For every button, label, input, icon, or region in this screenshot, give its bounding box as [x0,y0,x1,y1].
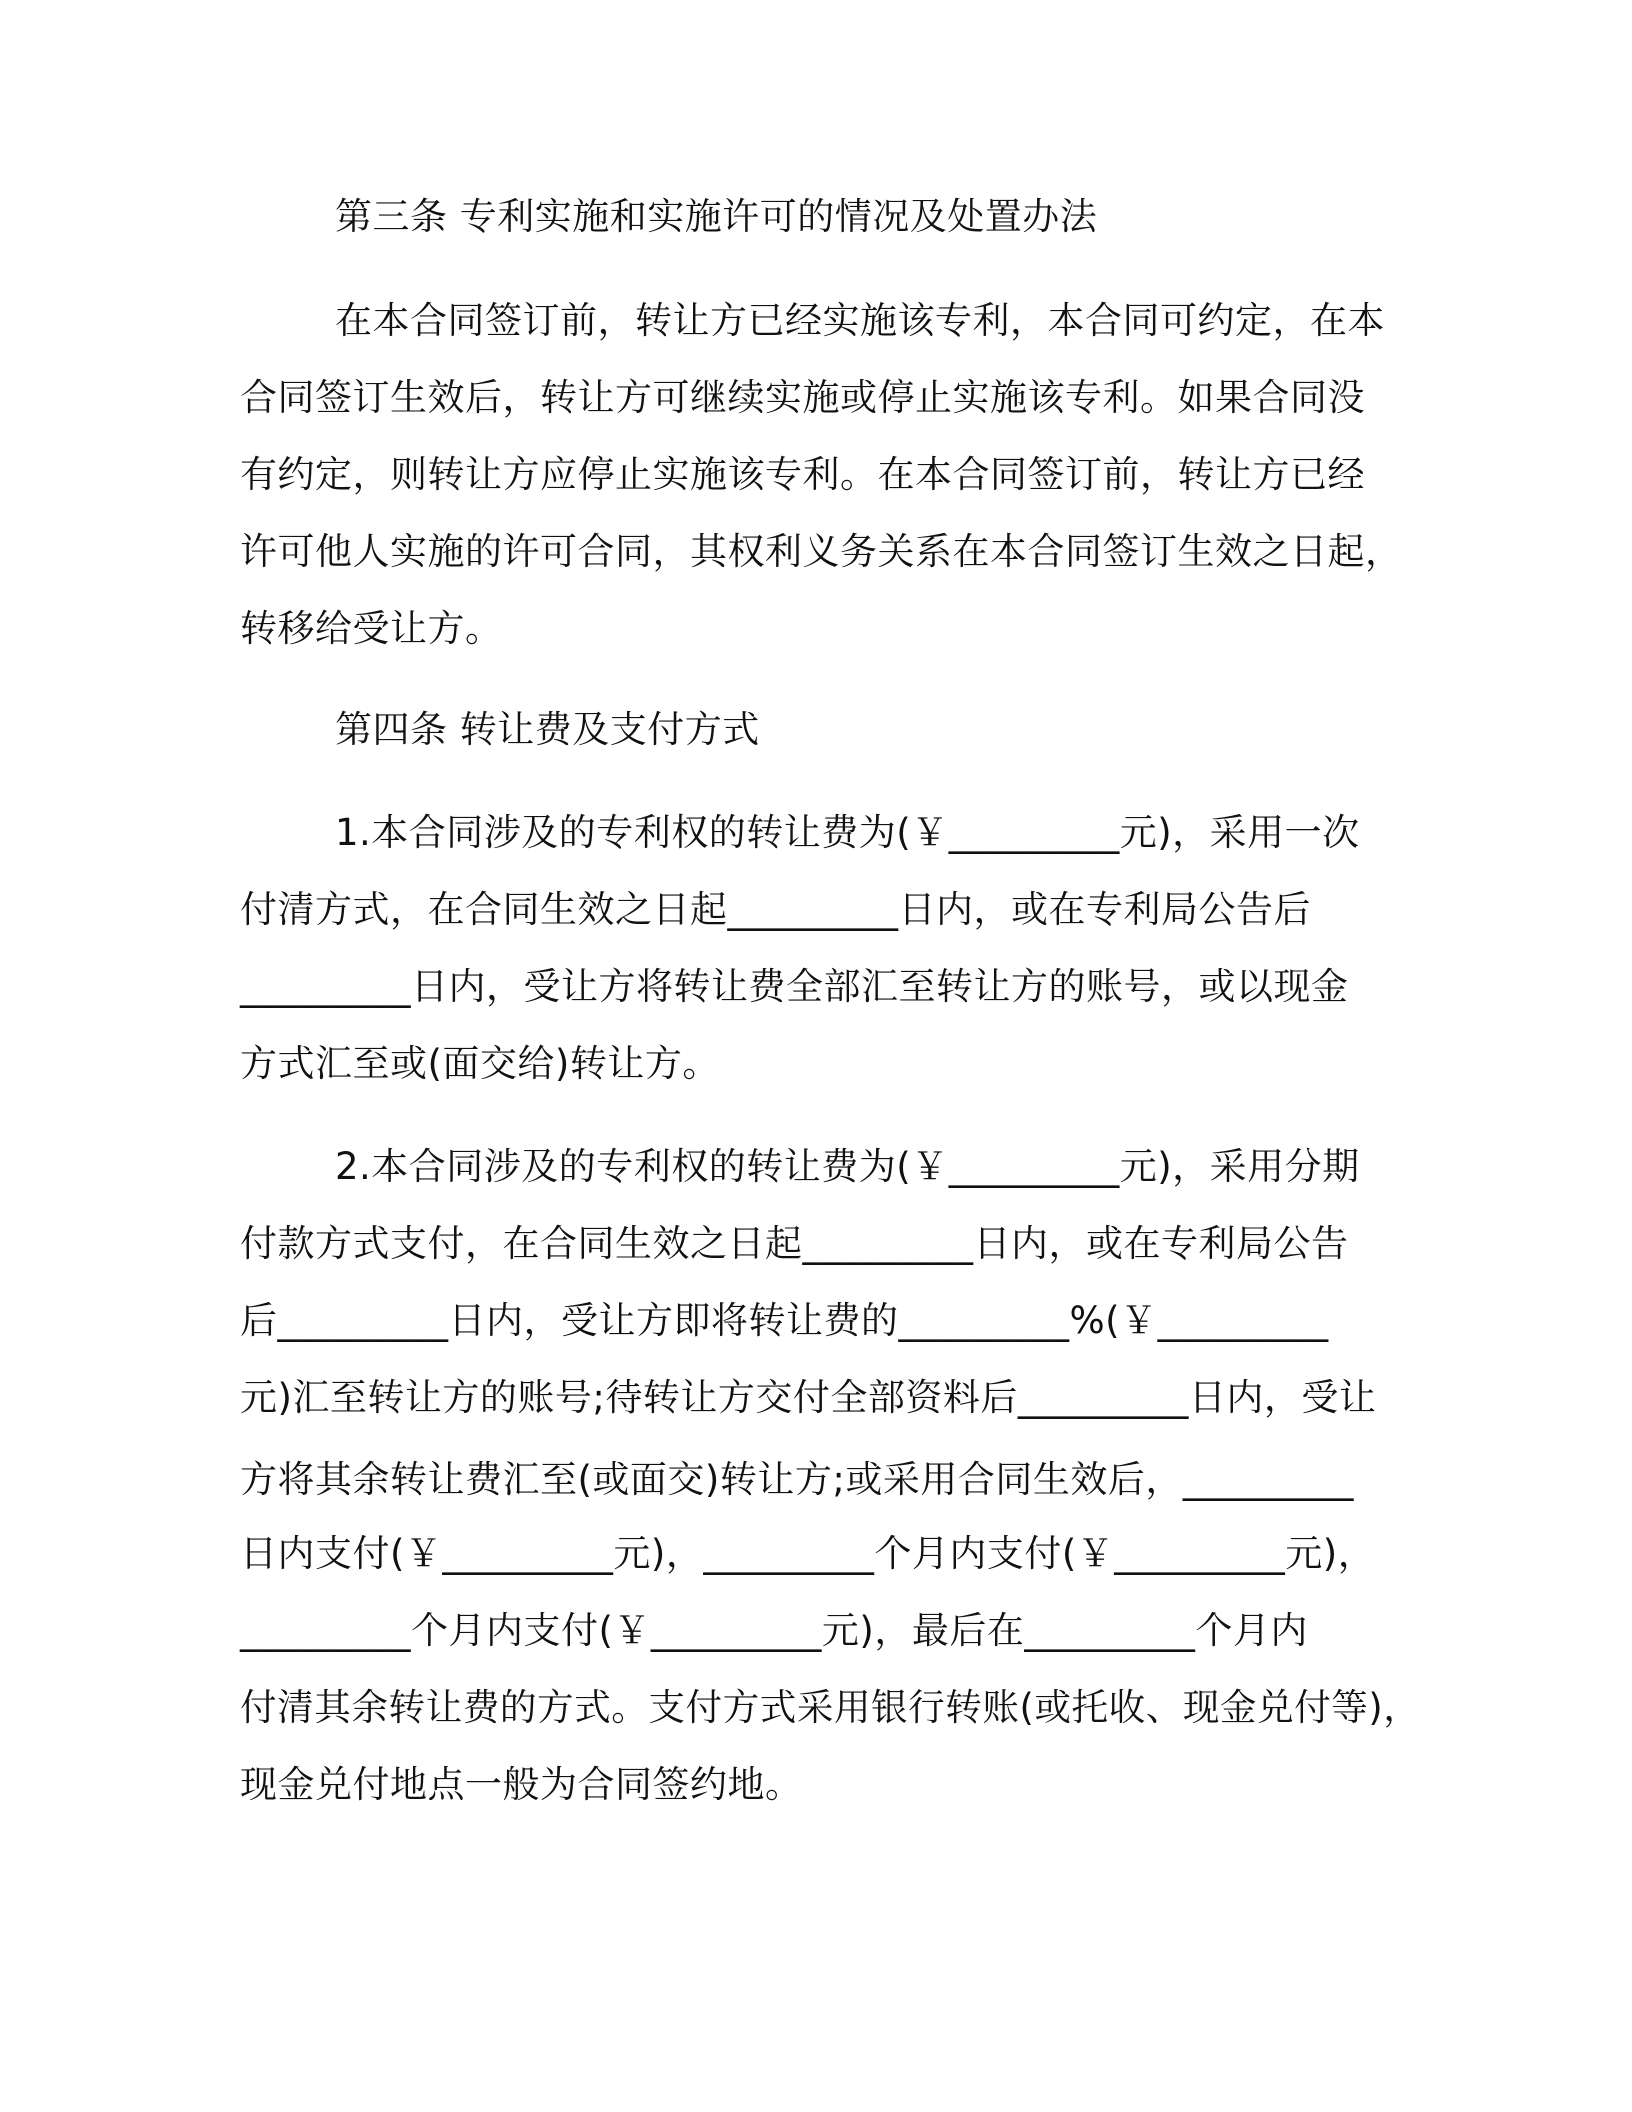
article-3-line-5: 转移给受让方。 [240,607,503,650]
article-3-line-2: 合同签订生效后，转让方可继续实施或停止实施该专利。如果合同没 [240,376,1365,419]
article-3-line-4: 许可他人实施的许可合同，其权利义务关系在本合同签订生效之日起， [240,530,1403,573]
clause-1-line-4: 方式汇至或(面交给)转让方。 [240,1042,720,1085]
clause-2-line-3: 后_________日内，受让方即将转让费的_________%(￥_________ [240,1299,1329,1342]
clause-2-line-6: 日内支付(￥_________元)，_________个月内支付(￥_________元)， [240,1532,1376,1575]
clause-2-line-4: 元)汇至转让方的账号;待转让方交付全部资料后_________日内，受让 [240,1376,1377,1419]
clause-1-line-1: 1.本合同涉及的专利权的转让费为(￥_________元)，采用一次 [335,811,1360,854]
clause-2-line-7: _________个月内支付(￥_________元)，最后在_________个月内 [240,1609,1308,1652]
clause-1-line-2: 付清方式，在合同生效之日起_________日内，或在专利局公告后 [240,888,1311,931]
clause-2-line-8: 付清其余转让费的方式。支付方式采用银行转账(或托收、现金兑付等)， [240,1686,1421,1729]
article-3-line-3: 有约定，则转让方应停止实施该专利。在本合同签订前，转让方已经 [240,453,1365,496]
article-3-line-1: 在本合同签订前，转让方已经实施该专利，本合同可约定，在本 [335,299,1385,342]
clause-2-line-1: 2.本合同涉及的专利权的转让费为(￥_________元)，采用分期 [335,1145,1360,1188]
article-3-heading: 第三条 专利实施和实施许可的情况及处置办法 [335,195,1098,238]
article-4-heading: 第四条 转让费及支付方式 [335,708,760,751]
clause-2-line-9: 现金兑付地点一般为合同签约地。 [240,1763,803,1806]
clause-2-line-5: 方将其余转让费汇至(或面交)转让方;或采用合同生效后，_________ [240,1458,1354,1501]
clause-2-line-2: 付款方式支付，在合同生效之日起_________日内，或在专利局公告 [240,1222,1349,1265]
clause-1-line-3: _________日内，受让方将转让费全部汇至转让方的账号，或以现金 [240,965,1349,1008]
